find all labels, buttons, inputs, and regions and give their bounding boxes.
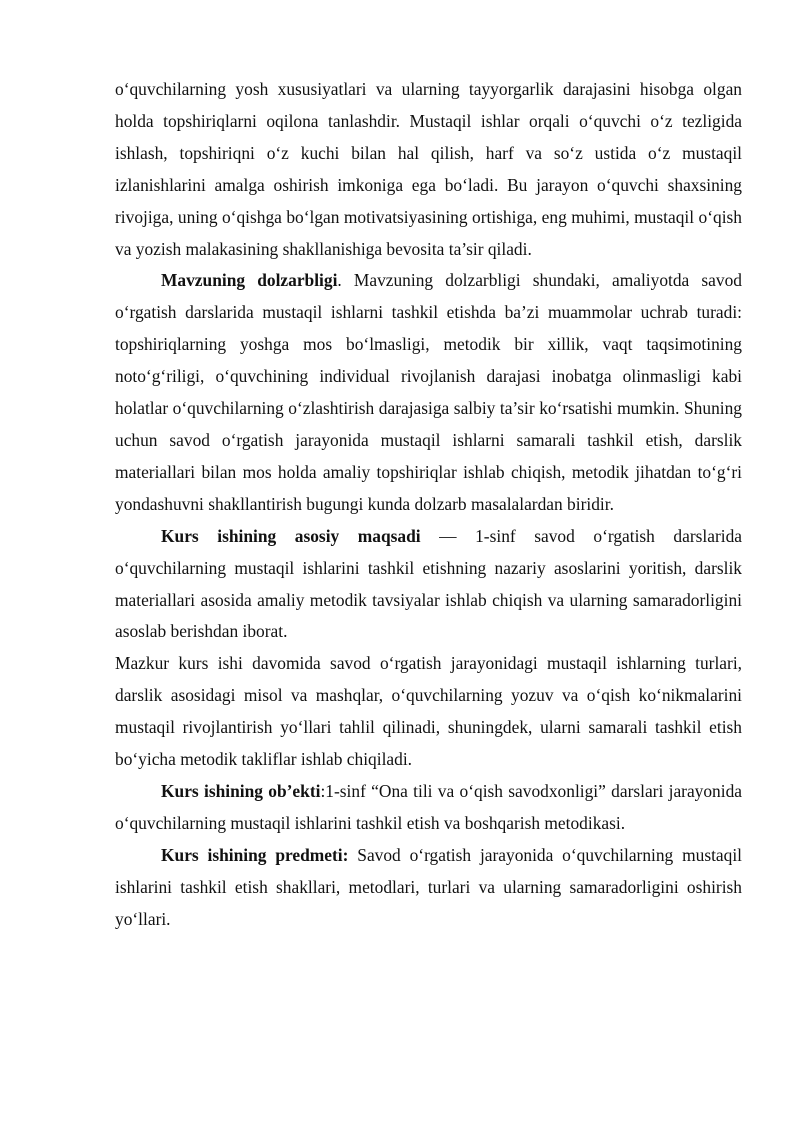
paragraph-object [115, 776, 742, 840]
paragraph-heading-subject: Kurs ishining predmeti: [161, 844, 349, 865]
paragraph-text: Mazkur kurs ishi davomida savod o‘rgatish jarayonidagi mustaqil ishlarning turlari, darslik asosidagi misol va mashqlar, o‘quvchilarning yozuv va o‘qish ko‘nikmalarini mustaqil rivojlantirish yo‘llari tahlil qilinadi, shuningdek, ularni samarali tashkil etish bo‘yicha metodik takliflar ishlab chiqiladi. [115, 653, 742, 770]
paragraph-relevance [115, 265, 742, 520]
paragraph-text: — 1-sinf savod o‘rgatish darslarida o‘quvchilarning mustaqil ishlarini tashkil etishning nazariy asoslarini yoritish, darslik materiallari asosida amaliy metodik tavsiyalar ishlab chiqish va ularning samaradorligini asoslab berishdan iborat. [115, 525, 742, 642]
paragraph-heading-goal: Kurs ishining asosiy maqsadi [161, 525, 421, 546]
paragraph-text: . Mavzuning dolzarbligi shundaki, amaliyotda savod o‘rgatish darslarida mustaqil ishlarni tashkil etishda ba’zi muammolar uchrab turadi: topshiriqlarning yoshga mos bo‘lmasligi, metodik bir xillik, vaqt taqsimotining noto‘g‘riligi, o‘quvchining individual rivojlanish darajasi inobatga olinmasligi kabi holatlar o‘quvchilarning o‘zlashtirish darajasiga salbiy ta’sir ko‘rsatishi mumkin. Shuning uchun savod o‘rgatish jarayonida mustaqil ishlarni samarali tashkil etish, darslik materiallari bilan mos holda amaliy topshiriqlar ishlab chiqish, metodik jihatdan to‘g‘ri yondashuvni shakllantirish bugungi kunda dolzarb masalalardan biridir. [115, 270, 742, 514]
paragraph-text: o‘quvchilarning yosh xususiyatlari va ularning tayyorgarlik darajasini hisobga olgan holda topshiriqlarni oqilona tanlashdir. Mustaqil ishlar orqali o‘quvchi o‘z tezligida ishlash, topshiriqni o‘z kuchi bilan hal qilish, harf va so‘z ustida o‘z mustaqil izlanishlarini amalga oshirish imkoniga ega bo‘ladi. Bu jarayon o‘quvchi shaxsining rivojiga, uning o‘qishga bo‘lgan motivatsiyasining ortishiga, eng muhimi, mustaqil o‘qish va yozish malakasining shakllanishiga bevosita ta’sir qiladi. [115, 79, 742, 259]
paragraph-subject [115, 840, 742, 936]
paragraph-text: :1-sinf “Ona tili va o‘qish savodxonligi” darslari jarayonida o‘quvchilarning mustaqil ishlarini tashkil etish va boshqarish metodikasi. [115, 780, 743, 833]
paragraph-scope [115, 648, 742, 776]
paragraph-text: Savod o‘rgatish jarayonida o‘quvchilarning mustaqil ishlarini tashkil etish shakllari, metodlari, turlari va ularning samaradorligini oshirish yo‘llari. [115, 844, 742, 929]
document-page [115, 74, 742, 935]
paragraph-intro-continuation [115, 74, 742, 265]
paragraph-heading-relevance: Mavzuning dolzarbligi [161, 270, 338, 291]
paragraph-heading-object: Kurs ishining ob’ekti [161, 780, 321, 801]
paragraph-goal [115, 521, 742, 649]
